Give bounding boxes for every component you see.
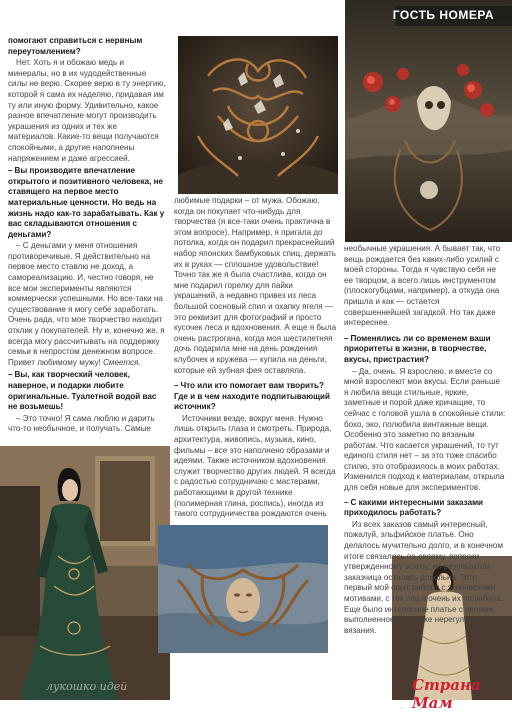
question-2: – Вы, как творческий человек, наверное, и подарки любите оригинальные. Туалетной водой вас не возьмешь! bbox=[8, 370, 157, 412]
question-2-text: Вы, как творческий человек, наверное, и подарки любите оригинальные. Туалетной водой вас не возьмешь! bbox=[8, 370, 157, 412]
section-label: ГОСТЬ НОМЕРА bbox=[392, 8, 494, 22]
question-4: – Поменялись ли со временем ваши приоритеты в жизни, в творчестве, вкусы, пристрастия? bbox=[344, 333, 491, 364]
answer-2: – Это точно! Я сама люблю и дарить что-то необычное, и получать. Самые bbox=[8, 413, 155, 434]
photo-face-pendant bbox=[158, 525, 328, 653]
question-1-text: Вы производите впечатление открытого и позитивного человека, не ставящего на первое место материальные ценности. Но ведь на жизнь надо как-то зарабатывать. Как у вас складываются отношения с деньгами? bbox=[8, 166, 165, 239]
answer-2-text: Это точно! Я сама люблю и дарить что-то необычное, и получать. Самые bbox=[8, 413, 155, 434]
question-1: – Вы производите впечатление открытого и позитивного человека, не ставящего на первое место материальные ценности. Но ведь на жизнь надо как-то зарабатывать. Как у вас складываются отношения с деньгами? bbox=[8, 166, 165, 239]
answer-4: – Да, очень. Я взрослею, и вместе со мной взрослеют мои вкусы. Если раньше я любила вещи стильные, яркие, заметные и порой даже кричащие, то сейчас с головой ушла в спокойные стили: бохо, эко, полюбила винтажные вещи. Особенно это заметно по вязаным работам. Что касается украшений, то тут единого стиля нет – за это тоже спасибо стилю, это отобразилось в моих работах. Изменился подход к материалам, открыла для себя новые для экспериментов. bbox=[344, 366, 506, 493]
answer-3-continued: необычные украшения. А бывает так, что вещь рождается без каких-либо усилий с моей стороны. Тогда я чувствую себя не ее творцом, а всего лишь инструментом (плоскогубцами, например), а откуда она пришла и как — остается совершеннейшей загадкой. Но так даже интереснее. bbox=[344, 244, 501, 328]
photo-woman-in-dress bbox=[0, 446, 170, 700]
answer-1-text: С деньгами у меня отношения противоречивые. Я действительно на первое место ставлю не доход, а самореализацию. И, честно говоря, не все мои эксперименты являются коммерчески успешными. Но все-таки на существование я могу себе заработать. Очень рада, что мое творчество находит отклик у покупателей. Ну и, конечно же, я всегда могу рассчитывать на поддержку семьи в непростом денежном вопросе. Привет любимому мужу! bbox=[8, 241, 165, 367]
photo-wire-jewelry bbox=[178, 36, 338, 194]
answer-2-continued: любимые подарки – от мужа. Обожаю, когда он покупает что-нибудь для творчества (я все-таки очень практична в этом вопросе). Например, я пригала до потолка, когда он подарил прекраснейший набор японских бамбуковых спиц, держать их в руках — сплошное удовольствие! Точно так же я была счастлива, когда он мне подарил горелку для пайки украшений, а недавно привез из леса большой сосновый спил и охапку ягеля — это реквизит для фотографий и просто кусочек леса и вдохновения. А еще я была очень растрогана, когда моя шестилетняя дочь подарила мне на день рождения клубочек и кружева — купила на деньги, которые ей зубная фея оставляла. bbox=[174, 196, 337, 375]
answer-0: Нет. Хоть я и обожаю медь и минералы, но в их чудодейственные силы не верю. Скорее верю в ту энергию, которой я сама их наделяю, придавая им ту или иную форму. Удивительно, какое разное впечатление могут производить украшения из одних и тех же материалов. Какие-то вещи получаются спокойными, а другие наполнены напряжением и даже агрессией. bbox=[8, 58, 166, 163]
question-4-text: Поменялись ли со временем ваши приоритеты в жизни, в творчестве, вкусы, пристрастия? bbox=[344, 333, 491, 364]
column-2 bbox=[174, 196, 337, 521]
photo-woman-art bbox=[0, 446, 170, 700]
answer-1: – С деньгами у меня отношения противоречивые. Я действительно на первое место ставлю не доход, а самореализацию. И, честно говоря, не все мои эксперименты являются коммерчески успешными. Но все-таки на существование я могу себе заработать. Очень рада, что мое творчество находит отклик у покупателей. Ну и, конечно же, я всегда могу рассчитывать на поддержку семьи в непростом денежном вопросе. Привет любимому мужу! Смеется. bbox=[8, 241, 165, 367]
watermark-bottom-right: Страна Мам bbox=[412, 676, 481, 712]
photo-red-flowers-art bbox=[345, 0, 512, 242]
photo-red-flowers bbox=[345, 0, 512, 242]
watermark-bottom-left: лукошко идей bbox=[46, 680, 128, 693]
photo-face-pendant-art bbox=[158, 525, 328, 653]
question-0-tail: помогают справиться с нервным переутомлением? bbox=[8, 36, 143, 56]
column-1 bbox=[8, 34, 166, 436]
column-3 bbox=[344, 244, 506, 637]
question-5: – С какими интересными заказами приходилось работать? bbox=[344, 497, 484, 518]
question-3: – Что или кто помогает вам творить? Где и в чем находите подпитывающий источник? bbox=[174, 381, 330, 412]
answer-4-text: Да, очень. Я взрослею, и вместе со мной взрослеют мои вкусы. Если раньше я любила вещи стильные, яркие, заметные и порой даже кричащие, то сейчас с головой ушла в спокойные стили: бохо, эко, полюбила винтажные вещи. Особенно это заметно по вязаным работам. Что касается украшений, то тут единого стиля нет – за это тоже спасибо стилю, это отобразилось в моих работах. Изменился подход к материалам, открыла для себя новые для экспериментов. bbox=[344, 366, 506, 493]
question-5-text: С какими интересными заказами приходилось работать? bbox=[344, 497, 484, 518]
answer-3: Источники везде, вокруг меня. Нужно лишь открыть глаза и смотреть. Природа, архитектура, живопись, музыка, кино, фильмы – все это наполнено образами и идеями. Также источником вдохновения служит творчество других людей. Я всегда с радостью сотрудничаю с мастерами, работающими в другой технике (полимерная глина, роспись), иногда из такого сотрудничества рождаются очень bbox=[174, 413, 336, 519]
question-3-text: Что или кто помогает вам творить? Где и в чем находите подпитывающий источник? bbox=[174, 381, 330, 412]
answer-5: Из всех заказов самый интересный, пожалуй, эльфийское платье. Оно делалось мучительно долго, и в конечном итоге связалось по-своему, вопреки утвержденному эскизу, но результатом заказчица осталась довольна. Этот первый мой опыт работы с этническими мотивами, с тех пор я очень их полюбила. Еще было интересное платье с цепями, выполненное в технике нерегулярного вязания. bbox=[344, 519, 504, 635]
photo-wire-jewelry-art bbox=[178, 36, 338, 194]
answer-1-note: Смеется. bbox=[103, 357, 141, 367]
